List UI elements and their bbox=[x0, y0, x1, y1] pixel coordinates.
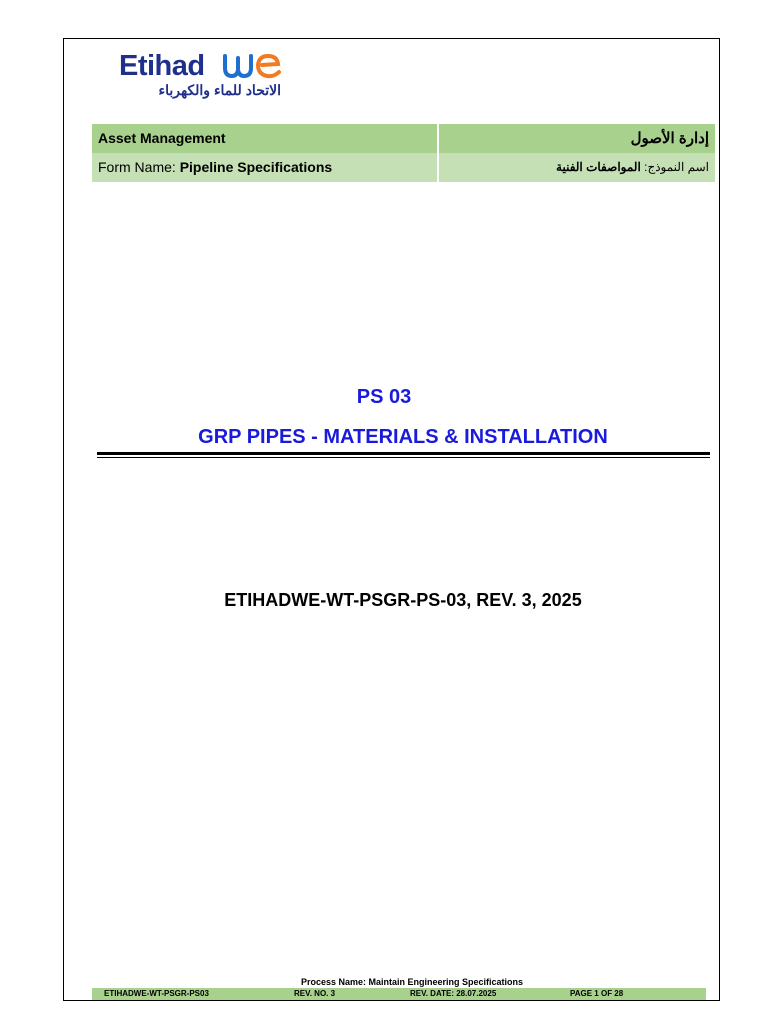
department-ar: إدارة الأصول bbox=[439, 124, 715, 153]
footer-page-number: PAGE 1 OF 28 bbox=[570, 989, 624, 998]
document-id: ETIHADWE-WT-PSGR-PS-03, REV. 3, 2025 bbox=[224, 590, 582, 610]
department-en: Asset Management bbox=[92, 124, 438, 153]
process-name: Process Name: Maintain Engineering Specifications bbox=[300, 977, 524, 987]
etihadwe-logo bbox=[119, 50, 289, 100]
form-name-label-en: Form Name: bbox=[98, 159, 180, 175]
footer-bar bbox=[92, 988, 706, 1000]
footer-rev-date: REV. DATE: 28.07.2025 bbox=[410, 989, 497, 998]
title-rule-thin bbox=[97, 457, 710, 458]
footer-rev-number: REV. NO. 3 bbox=[294, 989, 336, 998]
form-name-label-ar: اسم النموذج: bbox=[640, 160, 709, 174]
form-name-ar bbox=[439, 153, 715, 182]
form-name-value-en: Pipeline Specifications bbox=[179, 159, 333, 175]
logo-brand-en: Etihad bbox=[119, 50, 205, 82]
title-rule-thick bbox=[97, 452, 710, 455]
logo-brand-ar: الاتحاد للماء والكهرباء bbox=[158, 82, 281, 98]
form-name-value-ar: المواصفات الفنية bbox=[556, 160, 641, 174]
header-row-department bbox=[92, 124, 715, 153]
we-logo-icon bbox=[222, 50, 284, 84]
footer-doc-number: ETIHADWE-WT-PSGR-PS03 bbox=[104, 989, 209, 998]
spec-code: PS 03 bbox=[356, 386, 412, 408]
form-name-en bbox=[92, 153, 438, 182]
page-frame bbox=[63, 38, 720, 1001]
header-row-form-name bbox=[92, 153, 715, 182]
spec-title: GRP PIPES - MATERIALS & INSTALLATION bbox=[198, 426, 608, 448]
